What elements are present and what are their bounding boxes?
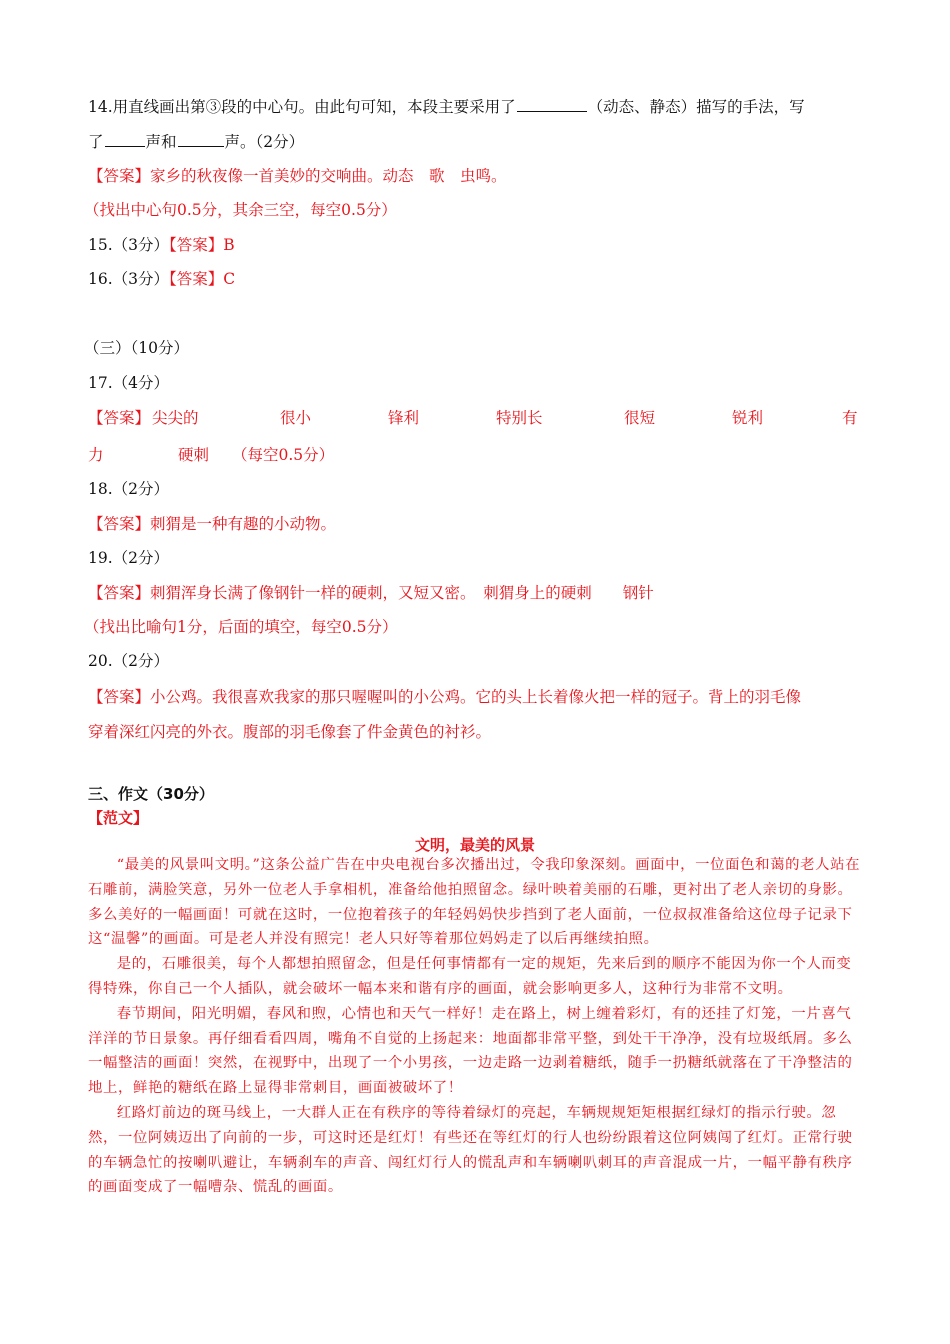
essay-title: 文明，最美的风景 [414,836,535,854]
q20-answer-line2: 穿着深红闪亮的外衣。腹部的羽毛像套了件金黄色的衬衫。 [88,723,492,741]
essay-paragraph: 是的，石雕很美，每个人都想拍照留念，但是任何事情都有一定的规矩，先来后到的顺序不能因为你一个人而变得特殊，你自己一个人插队，就会破坏一幅本来和谐有序的画面，就会影响更多人，这种行为非常不文明。 [88,956,852,997]
q14-answer: 【答案】家乡的秋夜像一首美妙的交响曲。动态 歌 虫鸣。 [88,167,507,185]
blank-1 [517,96,587,112]
q19-answer: 【答案】刺猬浑身长满了像钢针一样的硬刺，又短又密。 刺猬身上的硬刺 钢针 [88,584,654,602]
sample-essay-tag: 【范文】 [88,809,149,827]
essay-paragraph: 春节期间，阳光明媚，春风和煦，心情也和天气一样好！走在路上，树上缠着彩灯，有的还挂了灯笼，一片喜气洋洋的节日景象。再仔细看看四周，嘴角不自觉的上扬起来：地面都非常平整，到处干干净净，没有垃圾纸屑。多么一幅整洁的画面！突然，在视野中，出现了一个小男孩，一边走路一边剥着糖纸，随手一扔糖纸就落在了干净整洁的地上，鲜艳的糖纸在路上显得非常刺目，画面被破坏了！ [88,1005,853,1097]
q15-row: 15.（3分）【答案】B [88,236,235,254]
q19-label: 19.（2分） [88,549,170,567]
essay-paragraph: “最美的风景叫文明。”这条公益广告在中央电视台多次播出过，令我印象深刻。画面中，一位面色和蔼的老人站在石雕前，满脸笑意，另外一位老人手拿相机，准备给他拍照留念。绿叶映着美丽的石雕，更衬出了老人亲切的身影。多么美好的一幅画面！可就在这时，一位抱着孩子的年轻妈妈快步挡到了老人面前，一位叔叔准备给这位母子记录下这“温馨”的画面。可是老人并没有照完！老人只好等着那位妈妈走了以后再继续拍照。 [88,857,861,948]
composition-heading: 三、作文（30分） [88,785,214,803]
q16-row: 16.（3分）【答案】C [88,270,236,288]
essay-paragraph: 红路灯前边的斑马线上，一大群人正在有秩序的等待着绿灯的亮起，车辆规规矩矩根据红绿灯的指示行驶。忽然，一位阿姨迈出了向前的一步，可这时还是红灯！有些还在等红灯的行人也纷纷跟着这位阿姨闯了红灯。正常行驶的车辆急忙的按喇叭避让，车辆刹车的声音、闯红灯行人的慌乱声和车辆喇叭刺耳的声音混成一片，一幅平静有秩序的画面变成了一幅嘈杂、慌乱的画面。 [88,1104,853,1196]
q14-prompt-line2: 了 声和 声。（2分） [88,133,305,151]
q20-label: 20.（2分） [88,652,170,670]
q14-scoring-note: （找出中心句0.5分，其余三空，每空0.5分） [84,201,397,219]
q20-answer-line1: 【答案】小公鸡。我很喜欢我家的那只喔喔叫的小公鸡。它的头上长着像火把一样的冠子。背上的羽毛像 [88,688,802,706]
blank-2 [105,131,145,147]
part3-heading: （三）（10分） [84,339,189,357]
q19-scoring-note: （找出比喻句1分，后面的填空，每空0.5分） [84,618,398,636]
q18-answer: 【答案】刺猬是一种有趣的小动物。 [88,515,337,533]
essay-body [88,853,866,1200]
q18-label: 18.（2分） [88,480,170,498]
q14-prompt-line1: 14.用直线画出第③段的中心句。由此句可知，本段主要采用了 （动态、静态）描写的手法，写 [88,98,805,116]
blank-3 [178,131,224,147]
q17-label: 17.（4分） [88,374,170,392]
